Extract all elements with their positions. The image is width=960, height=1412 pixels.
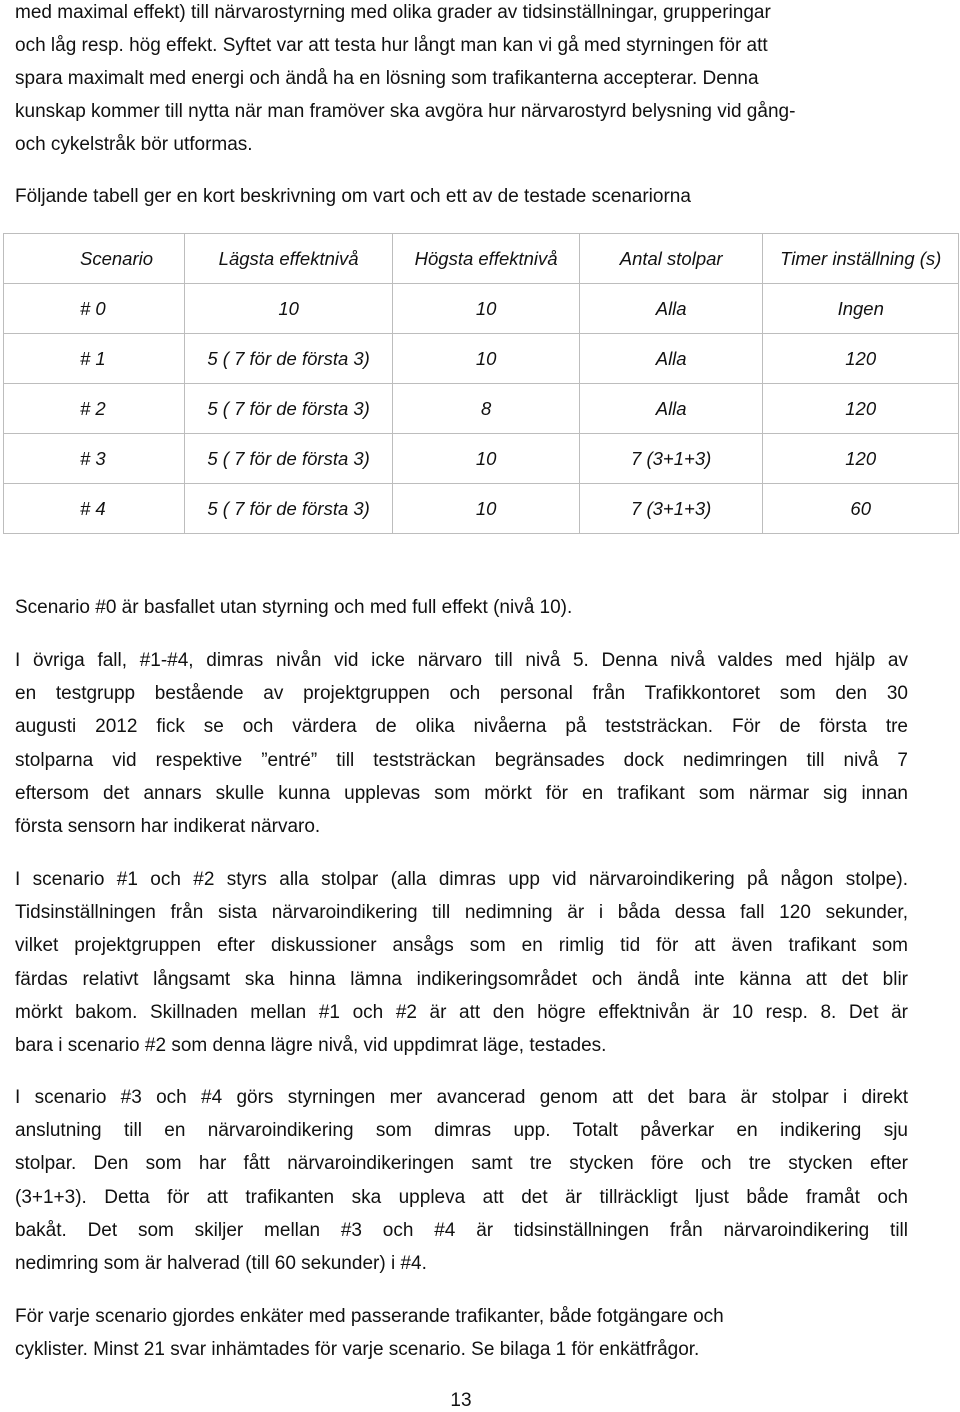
text-line: augusti 2012 fick se och värdera de olika nivåerna på teststräckan. För de första tre bbox=[15, 716, 908, 738]
cell-scenario: # 2 bbox=[4, 384, 185, 434]
intro-line: kunskap kommer till nytta när man framöver ska avgöra hur närvarostyrd belysning vid gång- bbox=[15, 101, 796, 122]
cell-pole-count: 7 (3+1+3) bbox=[579, 434, 763, 484]
paragraph-scenario-3-4 bbox=[15, 1081, 908, 1280]
text-line: nedimring som är halverad (till 60 sekunder) i #4. bbox=[15, 1253, 427, 1275]
cell-scenario: # 4 bbox=[4, 484, 185, 534]
page-number: 13 bbox=[450, 1390, 472, 1411]
cell-lowest-level: 10 bbox=[184, 284, 392, 334]
text-line: Scenario #0 är basfallet utan styrning och med full effekt (nivå 10). bbox=[15, 597, 573, 618]
text-line: I scenario #3 och #4 görs styrningen mer avancerad genom att det bara är stolpar i direkt bbox=[15, 1087, 908, 1108]
text-line: För varje scenario gjordes enkäter med passerande trafikanter, både fotgängare och bbox=[15, 1306, 724, 1327]
intro-line: med maximal effekt) till närvarostyrning med olika grader av tidsinställningar, grupperingar bbox=[15, 2, 771, 23]
text-line: I övriga fall, #1-#4, dimras nivån vid icke närvaro till nivå 5. Denna nivå valdes med hjälp av bbox=[15, 650, 908, 671]
header-lowest-level: Lägsta effektnivå bbox=[184, 234, 392, 284]
text-line: vilket projektgruppen efter diskussioner ansågs som en rimlig tid för att även trafikant som bbox=[15, 935, 908, 957]
paragraph-survey bbox=[15, 1300, 908, 1366]
header-timer: Timer inställning (s) bbox=[763, 234, 959, 284]
text-line: bara i scenario #2 som denna lägre nivå, vid uppdimrat läge, testades. bbox=[15, 1035, 607, 1057]
scenario-table bbox=[3, 233, 959, 534]
cell-pole-count: Alla bbox=[579, 334, 763, 384]
text-line: (3+1+3). Detta för att trafikanten ska uppleva att det är tillräckligt ljust både framåt och bbox=[15, 1186, 908, 1208]
paragraph-dimming-level bbox=[15, 644, 908, 843]
header-highest-level: Högsta effektnivå bbox=[393, 234, 580, 284]
table-row bbox=[4, 484, 959, 534]
intro-line: och cykelstråk bör utformas. bbox=[15, 134, 253, 155]
cell-lowest-level: 5 ( 7 för de första 3) bbox=[184, 334, 392, 384]
table-row bbox=[4, 284, 959, 334]
intro-paragraph bbox=[15, 0, 910, 161]
text-line: färdas relativt långsamt ska hinna lämna indikeringsområdet och ändå inte känna att det blir bbox=[15, 968, 908, 990]
cell-highest-level: 10 bbox=[393, 334, 580, 384]
intro-line: spara maximalt med energi och ändå ha en lösning som trafikanterna accepterar. Denna bbox=[15, 68, 759, 89]
cell-highest-level: 10 bbox=[393, 484, 580, 534]
text-line: cyklister. Minst 21 svar inhämtades för varje scenario. Se bilaga 1 för enkätfrågor. bbox=[15, 1339, 700, 1361]
table-row bbox=[4, 384, 959, 434]
text-line: första sensorn har indikerat närvaro. bbox=[15, 816, 321, 838]
cell-pole-count: Alla bbox=[579, 384, 763, 434]
text-line: eftersom det annars skulle kunna upplevas som mörkt för en trafikant som närmar sig innan bbox=[15, 782, 908, 804]
table-lead-text: Följande tabell ger en kort beskrivning om vart och ett av de testade scenariorna bbox=[15, 186, 691, 207]
table-row bbox=[4, 334, 959, 384]
text-line: stolparna vid respektive ”entré” till teststräckan begränsades dock nedimringen till nivå 7 bbox=[15, 749, 908, 771]
cell-lowest-level: 5 ( 7 för de första 3) bbox=[184, 484, 392, 534]
text-line: en testgrupp bestående av projektgruppen och personal från Trafikkontoret som den 30 bbox=[15, 683, 908, 705]
paragraph-basecase bbox=[15, 591, 908, 624]
cell-lowest-level: 5 ( 7 för de första 3) bbox=[184, 384, 392, 434]
cell-timer: 120 bbox=[763, 384, 959, 434]
cell-highest-level: 8 bbox=[393, 384, 580, 434]
cell-timer: 120 bbox=[763, 334, 959, 384]
cell-timer: 60 bbox=[763, 484, 959, 534]
cell-highest-level: 10 bbox=[393, 284, 580, 334]
cell-pole-count: 7 (3+1+3) bbox=[579, 484, 763, 534]
cell-timer: 120 bbox=[763, 434, 959, 484]
intro-line: och låg resp. hög effekt. Syftet var att testa hur långt man kan vi gå med styrningen för att bbox=[15, 35, 768, 56]
header-scenario: Scenario bbox=[4, 234, 185, 284]
cell-timer: Ingen bbox=[763, 284, 959, 334]
cell-scenario: # 1 bbox=[4, 334, 185, 384]
cell-highest-level: 10 bbox=[393, 434, 580, 484]
text-line: Tidsinställningen från sista närvaroindikering till nedimning är i båda dessa fall 120 sekunder, bbox=[15, 902, 908, 924]
cell-lowest-level: 5 ( 7 för de första 3) bbox=[184, 434, 392, 484]
text-line: anslutning till en närvaroindikering som dimras upp. Totalt påverkar en indikering sju bbox=[15, 1120, 908, 1142]
text-line: mörkt bakom. Skillnaden mellan #1 och #2 är att den högre effektnivån är 10 resp. 8. Det är bbox=[15, 1001, 908, 1023]
header-pole-count: Antal stolpar bbox=[579, 234, 763, 284]
cell-scenario: # 3 bbox=[4, 434, 185, 484]
text-line: stolpar. Den som har fått närvaroindikeringen samt tre stycken före och tre stycken efter bbox=[15, 1153, 908, 1175]
text-line: bakåt. Det som skiljer mellan #3 och #4 är tidsinställningen från närvaroindikering till bbox=[15, 1219, 908, 1241]
cell-scenario: # 0 bbox=[4, 284, 185, 334]
table-header-row bbox=[4, 234, 959, 284]
text-line: I scenario #1 och #2 styrs alla stolpar (alla dimras upp vid närvaroindikering på någon stolpe). bbox=[15, 869, 908, 890]
table-row bbox=[4, 434, 959, 484]
cell-pole-count: Alla bbox=[579, 284, 763, 334]
paragraph-scenario-1-2 bbox=[15, 863, 908, 1062]
